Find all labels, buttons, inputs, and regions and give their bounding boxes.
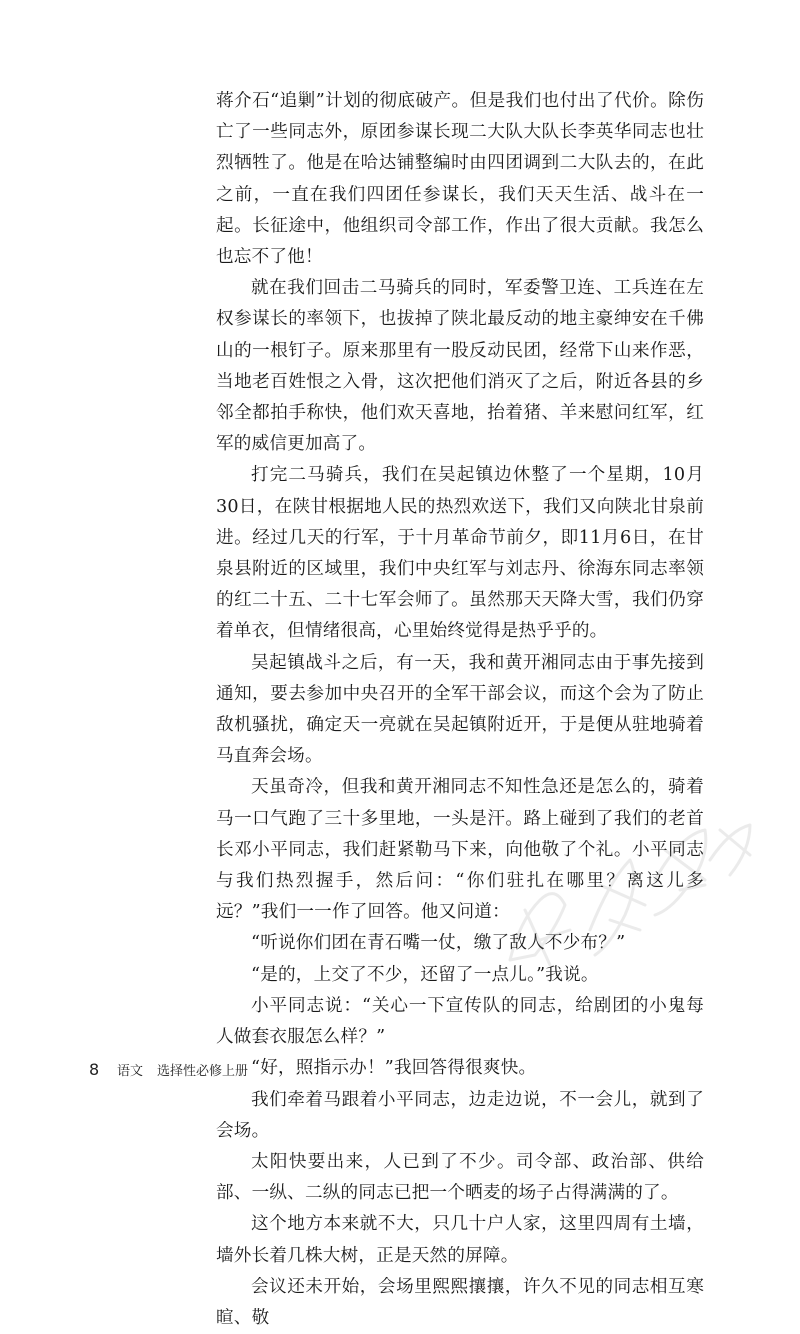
dialogue-line: 小平同志说：“关心一下宣传队的同志，给剧团的小鬼每人做套衣服怎么样？” xyxy=(216,995,704,1048)
paragraph: 会议还未开始，会场里熙熙攘攘，许久不见的同志相互寒暄、敬 xyxy=(216,1276,704,1328)
paragraph: 我们牵着马跟着小平同志，边走边说，不一会儿，就到了会场。 xyxy=(216,1089,704,1141)
paragraph: 就在我们回击二马骑兵的同时，军委警卫连、工兵连在左权参谋长的率领下，也拔掉了陕北最反动的地主豪绅安在千佛山的一根钉子。原来那里有一股反动民团，经常下山来作恶，当地老百姓恨之入骨，这次把他们消灭了之后，附近各县的乡邻全都拍手称快，他们欢天喜地，抬着猪、羊来慰问红军，红军的威信更加高了。 xyxy=(216,278,704,455)
dialogue-line: “是的，上交了不少，还留了一点儿。”我说。 xyxy=(251,964,599,985)
book-title: 语文 xyxy=(117,1064,144,1079)
dialogue-line: “听说你们团在青石嘴一仗，缴了敌人不少布？” xyxy=(251,933,626,954)
page-number: 8 xyxy=(89,1060,100,1079)
paragraph: 打完二马骑兵，我们在吴起镇边休整了一个星期，10月30日，在陕甘根据地人民的热烈欢送下，我们又向陕北甘泉前进。经过几天的行军，于十月革命节前夕，即11月6日，在甘泉县附近的区域里，我们中央红军与刘志丹、徐海东同志率领的红二十五、二十七军会师了。虽然那天天降大雪，我们仍穿着单衣，但情绪很高，心里始终觉得是热乎乎的。 xyxy=(216,465,704,642)
paragraph: 太阳快要出来，人已到了不少。司令部、政治部、供给部、一纵、二纵的同志已把一个晒麦的场子占得满满的了。 xyxy=(216,1151,704,1204)
paragraph: 蒋介石“追剿”计划的彻底破产。但是我们也付出了代价。除伤亡了一些同志外，原团参谋长现二大队大队长李英华同志也壮烈牺牲了。他是在哈达铺整编时由四团调到二大队去的，在此之前，一直在我们四团任参谋长，我们天天生活、战斗在一起。长征途中，他组织司令部工作，作出了很大贡献。我怎么也忘不了他！ xyxy=(216,91,704,268)
book-volume: 选择性必修上册 xyxy=(157,1064,249,1079)
paragraph: 吴起镇战斗之后，有一天，我和黄开湘同志由于事先接到通知，要去参加中央召开的全军干部会议，而这个会为了防止敌机骚扰，确定天一亮就在吴起镇附近开，于是便从驻地骑着马直奔会场。 xyxy=(216,652,704,767)
article-body xyxy=(216,86,704,1334)
paragraph: 这个地方本来就不大，只几十户人家，这里四周有土墙，墙外长着几株大树，正是天然的屏障。 xyxy=(216,1214,704,1266)
paragraph: 天虽奇冷，但我和黄开湘同志不知性急还是怎么的，骑着马一口气跑了三十多里地，一头是汗。路上碰到了我们的老首长邓小平同志，我们赶紧勒马下来，向他敬了个礼。小平同志与我们热烈握手，然后问：“你们驻扎在哪里？离这儿多远？”我们一一作了回答。他又问道： xyxy=(216,777,704,923)
page-footer xyxy=(89,1060,248,1079)
dialogue-line: “好，照指示办！”我回答得很爽快。 xyxy=(251,1058,537,1079)
